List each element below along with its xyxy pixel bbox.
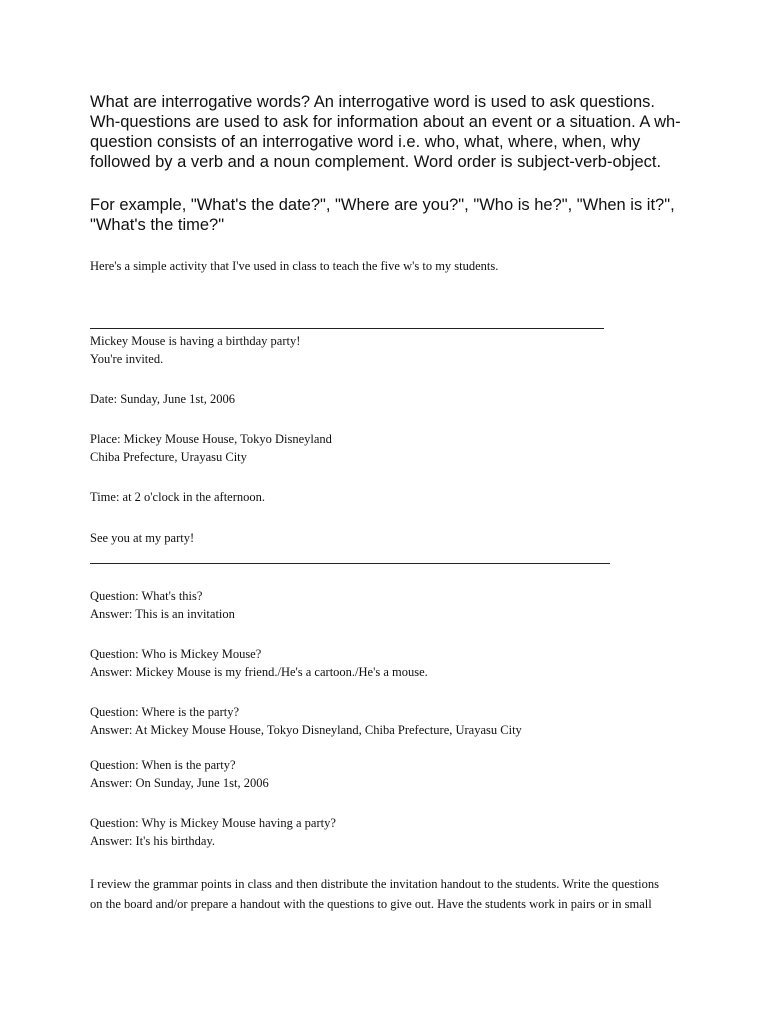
example-paragraph [90, 195, 675, 235]
invitation-time: Time: at 2 o'clock in the afternoon. [90, 490, 266, 504]
qa-block [90, 587, 235, 623]
question-text: Question: Why is Mickey Mouse having a party? [90, 816, 336, 830]
bottom-separator-rule [90, 563, 610, 564]
question-text: Question: When is the party? [90, 758, 236, 772]
qa-block [90, 703, 522, 739]
qa-block [90, 645, 428, 681]
qa-block [90, 756, 269, 792]
example-line: For example, "What's the date?", "Where are you?", "Who is he?", "When is it?", [90, 196, 675, 214]
answer-text: Answer: Mickey Mouse is my friend./He's a cartoon./He's a mouse. [90, 665, 428, 679]
invitation-closing: See you at my party! [90, 531, 195, 545]
intro-line: What are interrogative words? An interrogative word is used to ask questions. [90, 93, 655, 111]
intro-line: followed by a verb and a noun complement. Word order is subject-verb-object. [90, 153, 662, 171]
activity-intro: Here's a simple activity that I've used in class to teach the five w's to my students. [90, 259, 499, 273]
closing-paragraph [90, 874, 659, 914]
invitation-place-line: Chiba Prefecture, Urayasu City [90, 450, 247, 464]
qa-block [90, 814, 336, 850]
answer-text: Answer: On Sunday, June 1st, 2006 [90, 776, 269, 790]
closing-line: I review the grammar points in class and then distribute the invitation handout to the students. Write the questions [90, 877, 659, 891]
top-separator-rule [90, 328, 604, 329]
invitation-line: You're invited. [90, 352, 164, 366]
intro-paragraph [90, 92, 681, 172]
question-text: Question: Who is Mickey Mouse? [90, 647, 262, 661]
question-text: Question: Where is the party? [90, 705, 240, 719]
answer-text: Answer: It's his birthday. [90, 834, 216, 848]
invitation-place [90, 430, 332, 466]
answer-text: Answer: This is an invitation [90, 607, 235, 621]
invitation-place-line: Place: Mickey Mouse House, Tokyo Disneyland [90, 432, 332, 446]
invitation-line: Mickey Mouse is having a birthday party! [90, 334, 301, 348]
intro-line: Wh-questions are used to ask for information about an event or a situation. A wh- [90, 113, 681, 131]
example-line: "What's the time?" [90, 216, 225, 234]
intro-line: question consists of an interrogative word i.e. who, what, where, when, why [90, 133, 641, 151]
closing-line: on the board and/or prepare a handout with the questions to give out. Have the students work in pairs or in small [90, 897, 652, 911]
invitation [90, 332, 300, 368]
invitation-date: Date: Sunday, June 1st, 2006 [90, 392, 236, 406]
question-text: Question: What's this? [90, 589, 203, 603]
answer-text: Answer: At Mickey Mouse House, Tokyo Disneyland, Chiba Prefecture, Urayasu City [90, 723, 522, 737]
